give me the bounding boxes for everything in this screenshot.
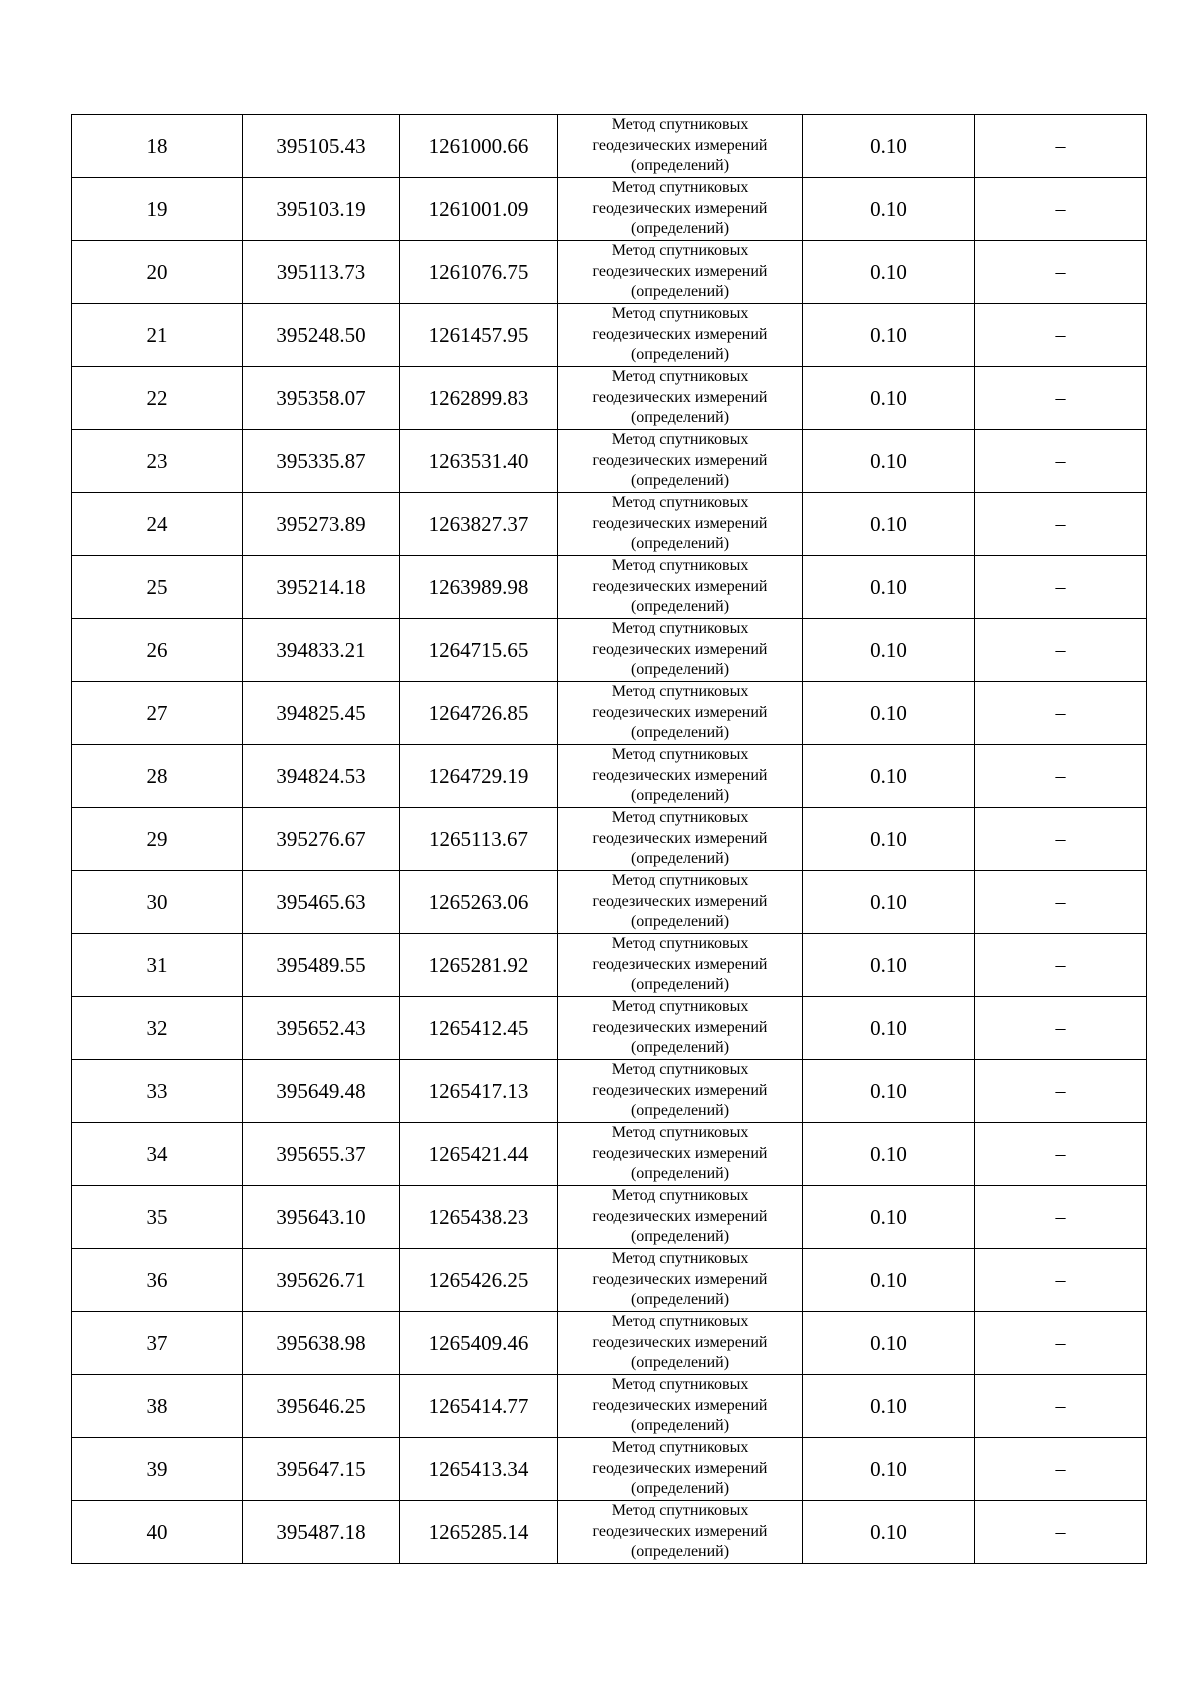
method-text-line: Метод спутниковых xyxy=(611,872,749,890)
method-text-line: Метод спутниковых xyxy=(611,1502,749,1520)
note-cell: – xyxy=(975,682,1147,745)
note-cell: – xyxy=(975,430,1147,493)
method-cell xyxy=(558,241,803,304)
method-text-line: Метод спутниковых xyxy=(611,683,749,701)
accuracy-cell: 0.10 xyxy=(803,1501,975,1564)
method-text-line: (определений) xyxy=(630,976,730,994)
accuracy-cell: 0.10 xyxy=(803,745,975,808)
method-text-line: геодезических измерений xyxy=(592,1522,768,1540)
method-text-line: Метод спутниковых xyxy=(611,305,749,323)
method-text-line: Метод спутниковых xyxy=(611,179,749,197)
method-text-line: (определений) xyxy=(630,724,730,742)
accuracy-cell: 0.10 xyxy=(803,241,975,304)
table-row xyxy=(72,367,1147,430)
method-text-line: (определений) xyxy=(630,1417,730,1435)
accuracy-cell: 0.10 xyxy=(803,1249,975,1312)
method-text-line: геодезических измерений xyxy=(592,829,768,847)
accuracy-cell: 0.10 xyxy=(803,934,975,997)
x-coordinate-cell: 395276.67 xyxy=(243,808,400,871)
point-number-cell: 19 xyxy=(72,178,243,241)
method-text-line: (определений) xyxy=(630,220,730,238)
method-text-line: геодезических измерений xyxy=(592,1396,768,1414)
point-number-cell: 23 xyxy=(72,430,243,493)
method-text-line: (определений) xyxy=(630,472,730,490)
method-text-line: (определений) xyxy=(630,1102,730,1120)
x-coordinate-cell: 394833.21 xyxy=(243,619,400,682)
method-text-line: Метод спутниковых xyxy=(611,809,749,827)
point-number-cell: 33 xyxy=(72,1060,243,1123)
note-cell: – xyxy=(975,1060,1147,1123)
point-number-cell: 18 xyxy=(72,115,243,178)
method-text-line: (определений) xyxy=(630,1228,730,1246)
note-cell: – xyxy=(975,367,1147,430)
y-coordinate-cell: 1264729.19 xyxy=(400,745,558,808)
method-cell xyxy=(558,367,803,430)
method-cell xyxy=(558,1060,803,1123)
x-coordinate-cell: 395652.43 xyxy=(243,997,400,1060)
y-coordinate-cell: 1265417.13 xyxy=(400,1060,558,1123)
y-coordinate-cell: 1264715.65 xyxy=(400,619,558,682)
accuracy-cell: 0.10 xyxy=(803,1312,975,1375)
method-cell xyxy=(558,1123,803,1186)
point-number-cell: 27 xyxy=(72,682,243,745)
method-text-line: геодезических измерений xyxy=(592,1333,768,1351)
point-number-cell: 31 xyxy=(72,934,243,997)
y-coordinate-cell: 1265285.14 xyxy=(400,1501,558,1564)
table-row xyxy=(72,556,1147,619)
method-cell xyxy=(558,1375,803,1438)
method-cell xyxy=(558,871,803,934)
accuracy-cell: 0.10 xyxy=(803,619,975,682)
x-coordinate-cell: 395113.73 xyxy=(243,241,400,304)
method-text-line: геодезических измерений xyxy=(592,1207,768,1225)
table-row xyxy=(72,619,1147,682)
note-cell: – xyxy=(975,241,1147,304)
y-coordinate-cell: 1265113.67 xyxy=(400,808,558,871)
method-text-line: (определений) xyxy=(630,409,730,427)
method-text-line: Метод спутниковых xyxy=(611,1313,749,1331)
method-text-line: (определений) xyxy=(630,1543,730,1561)
x-coordinate-cell: 395489.55 xyxy=(243,934,400,997)
x-coordinate-cell: 395649.48 xyxy=(243,1060,400,1123)
table-row xyxy=(72,1312,1147,1375)
method-text-line: Метод спутниковых xyxy=(611,935,749,953)
coordinates-table-body xyxy=(72,115,1147,1564)
x-coordinate-cell: 395655.37 xyxy=(243,1123,400,1186)
point-number-cell: 39 xyxy=(72,1438,243,1501)
y-coordinate-cell: 1265421.44 xyxy=(400,1123,558,1186)
y-coordinate-cell: 1265438.23 xyxy=(400,1186,558,1249)
method-cell xyxy=(558,808,803,871)
point-number-cell: 35 xyxy=(72,1186,243,1249)
accuracy-cell: 0.10 xyxy=(803,1123,975,1186)
accuracy-cell: 0.10 xyxy=(803,997,975,1060)
x-coordinate-cell: 395465.63 xyxy=(243,871,400,934)
note-cell: – xyxy=(975,1123,1147,1186)
table-row xyxy=(72,934,1147,997)
table-row xyxy=(72,1375,1147,1438)
method-text-line: Метод спутниковых xyxy=(611,1376,749,1394)
note-cell: – xyxy=(975,1438,1147,1501)
accuracy-cell: 0.10 xyxy=(803,178,975,241)
method-text-line: (определений) xyxy=(630,787,730,805)
coordinates-table xyxy=(71,114,1147,1564)
method-text-line: (определений) xyxy=(630,1165,730,1183)
y-coordinate-cell: 1265426.25 xyxy=(400,1249,558,1312)
note-cell: – xyxy=(975,1375,1147,1438)
method-cell xyxy=(558,1249,803,1312)
y-coordinate-cell: 1263531.40 xyxy=(400,430,558,493)
note-cell: – xyxy=(975,304,1147,367)
method-text-line: Метод спутниковых xyxy=(611,1439,749,1457)
method-cell xyxy=(558,493,803,556)
method-text-line: Метод спутниковых xyxy=(611,620,749,638)
method-text-line: Метод спутниковых xyxy=(611,1124,749,1142)
method-text-line: геодезических измерений xyxy=(592,955,768,973)
method-text-line: геодезических измерений xyxy=(592,640,768,658)
y-coordinate-cell: 1261001.09 xyxy=(400,178,558,241)
point-number-cell: 36 xyxy=(72,1249,243,1312)
x-coordinate-cell: 394824.53 xyxy=(243,745,400,808)
method-text-line: геодезических измерений xyxy=(592,199,768,217)
method-text-line: Метод спутниковых xyxy=(611,1187,749,1205)
table-row xyxy=(72,1123,1147,1186)
point-number-cell: 30 xyxy=(72,871,243,934)
table-row xyxy=(72,745,1147,808)
method-cell xyxy=(558,1186,803,1249)
accuracy-cell: 0.10 xyxy=(803,682,975,745)
y-coordinate-cell: 1261000.66 xyxy=(400,115,558,178)
point-number-cell: 29 xyxy=(72,808,243,871)
method-text-line: геодезических измерений xyxy=(592,1018,768,1036)
y-coordinate-cell: 1261457.95 xyxy=(400,304,558,367)
method-text-line: (определений) xyxy=(630,598,730,616)
point-number-cell: 37 xyxy=(72,1312,243,1375)
note-cell: – xyxy=(975,493,1147,556)
method-cell xyxy=(558,115,803,178)
method-text-line: геодезических измерений xyxy=(592,766,768,784)
method-text-line: Метод спутниковых xyxy=(611,557,749,575)
method-cell xyxy=(558,997,803,1060)
table-row xyxy=(72,682,1147,745)
table-row xyxy=(72,115,1147,178)
note-cell: – xyxy=(975,934,1147,997)
method-text-line: геодезических измерений xyxy=(592,703,768,721)
method-cell xyxy=(558,1501,803,1564)
method-text-line: геодезических измерений xyxy=(592,1459,768,1477)
method-text-line: (определений) xyxy=(630,157,730,175)
method-cell xyxy=(558,304,803,367)
point-number-cell: 25 xyxy=(72,556,243,619)
table-row xyxy=(72,178,1147,241)
accuracy-cell: 0.10 xyxy=(803,367,975,430)
table-row xyxy=(72,430,1147,493)
note-cell: – xyxy=(975,178,1147,241)
x-coordinate-cell: 395214.18 xyxy=(243,556,400,619)
method-cell xyxy=(558,745,803,808)
table-row xyxy=(72,1186,1147,1249)
note-cell: – xyxy=(975,619,1147,682)
method-text-line: геодезических измерений xyxy=(592,325,768,343)
method-text-line: геодезических измерений xyxy=(592,262,768,280)
method-cell xyxy=(558,178,803,241)
note-cell: – xyxy=(975,808,1147,871)
accuracy-cell: 0.10 xyxy=(803,1060,975,1123)
accuracy-cell: 0.10 xyxy=(803,808,975,871)
method-text-line: геодезических измерений xyxy=(592,136,768,154)
note-cell: – xyxy=(975,1249,1147,1312)
point-number-cell: 40 xyxy=(72,1501,243,1564)
method-text-line: (определений) xyxy=(630,1354,730,1372)
y-coordinate-cell: 1265409.46 xyxy=(400,1312,558,1375)
point-number-cell: 21 xyxy=(72,304,243,367)
note-cell: – xyxy=(975,1501,1147,1564)
y-coordinate-cell: 1263989.98 xyxy=(400,556,558,619)
method-cell xyxy=(558,619,803,682)
method-text-line: (определений) xyxy=(630,346,730,364)
method-cell xyxy=(558,556,803,619)
method-text-line: Метод спутниковых xyxy=(611,494,749,512)
point-number-cell: 22 xyxy=(72,367,243,430)
x-coordinate-cell: 395638.98 xyxy=(243,1312,400,1375)
method-text-line: геодезических измерений xyxy=(592,1081,768,1099)
point-number-cell: 34 xyxy=(72,1123,243,1186)
method-cell xyxy=(558,1438,803,1501)
table-row xyxy=(72,871,1147,934)
x-coordinate-cell: 395273.89 xyxy=(243,493,400,556)
note-cell: – xyxy=(975,997,1147,1060)
y-coordinate-cell: 1265413.34 xyxy=(400,1438,558,1501)
table-row xyxy=(72,1501,1147,1564)
x-coordinate-cell: 395105.43 xyxy=(243,115,400,178)
y-coordinate-cell: 1265263.06 xyxy=(400,871,558,934)
method-text-line: геодезических измерений xyxy=(592,451,768,469)
x-coordinate-cell: 395358.07 xyxy=(243,367,400,430)
table-row xyxy=(72,241,1147,304)
x-coordinate-cell: 395103.19 xyxy=(243,178,400,241)
accuracy-cell: 0.10 xyxy=(803,556,975,619)
method-text-line: геодезических измерений xyxy=(592,1144,768,1162)
note-cell: – xyxy=(975,115,1147,178)
x-coordinate-cell: 395646.25 xyxy=(243,1375,400,1438)
point-number-cell: 32 xyxy=(72,997,243,1060)
x-coordinate-cell: 395626.71 xyxy=(243,1249,400,1312)
method-cell xyxy=(558,430,803,493)
method-text-line: Метод спутниковых xyxy=(611,1061,749,1079)
table-row xyxy=(72,808,1147,871)
accuracy-cell: 0.10 xyxy=(803,493,975,556)
y-coordinate-cell: 1261076.75 xyxy=(400,241,558,304)
table-row xyxy=(72,1249,1147,1312)
accuracy-cell: 0.10 xyxy=(803,430,975,493)
method-text-line: геодезических измерений xyxy=(592,1270,768,1288)
method-text-line: (определений) xyxy=(630,1480,730,1498)
note-cell: – xyxy=(975,1312,1147,1375)
point-number-cell: 24 xyxy=(72,493,243,556)
x-coordinate-cell: 394825.45 xyxy=(243,682,400,745)
accuracy-cell: 0.10 xyxy=(803,871,975,934)
table-row xyxy=(72,1060,1147,1123)
method-text-line: Метод спутниковых xyxy=(611,368,749,386)
method-text-line: (определений) xyxy=(630,661,730,679)
point-number-cell: 28 xyxy=(72,745,243,808)
point-number-cell: 26 xyxy=(72,619,243,682)
method-text-line: (определений) xyxy=(630,1039,730,1057)
x-coordinate-cell: 395643.10 xyxy=(243,1186,400,1249)
y-coordinate-cell: 1262899.83 xyxy=(400,367,558,430)
table-row xyxy=(72,493,1147,556)
y-coordinate-cell: 1263827.37 xyxy=(400,493,558,556)
accuracy-cell: 0.10 xyxy=(803,1186,975,1249)
x-coordinate-cell: 395647.15 xyxy=(243,1438,400,1501)
note-cell: – xyxy=(975,745,1147,808)
method-text-line: (определений) xyxy=(630,913,730,931)
point-number-cell: 38 xyxy=(72,1375,243,1438)
point-number-cell: 20 xyxy=(72,241,243,304)
method-text-line: геодезических измерений xyxy=(592,892,768,910)
table-row xyxy=(72,997,1147,1060)
table-row xyxy=(72,304,1147,367)
method-text-line: геодезических измерений xyxy=(592,577,768,595)
y-coordinate-cell: 1264726.85 xyxy=(400,682,558,745)
y-coordinate-cell: 1265412.45 xyxy=(400,997,558,1060)
y-coordinate-cell: 1265281.92 xyxy=(400,934,558,997)
note-cell: – xyxy=(975,1186,1147,1249)
accuracy-cell: 0.10 xyxy=(803,1375,975,1438)
y-coordinate-cell: 1265414.77 xyxy=(400,1375,558,1438)
note-cell: – xyxy=(975,871,1147,934)
method-cell xyxy=(558,682,803,745)
table-row xyxy=(72,1438,1147,1501)
method-text-line: Метод спутниковых xyxy=(611,431,749,449)
method-text-line: Метод спутниковых xyxy=(611,746,749,764)
accuracy-cell: 0.10 xyxy=(803,1438,975,1501)
method-text-line: (определений) xyxy=(630,535,730,553)
method-cell xyxy=(558,934,803,997)
method-text-line: (определений) xyxy=(630,283,730,301)
method-text-line: геодезических измерений xyxy=(592,514,768,532)
method-cell xyxy=(558,1312,803,1375)
accuracy-cell: 0.10 xyxy=(803,304,975,367)
method-text-line: Метод спутниковых xyxy=(611,1250,749,1268)
note-cell: – xyxy=(975,556,1147,619)
accuracy-cell: 0.10 xyxy=(803,115,975,178)
method-text-line: Метод спутниковых xyxy=(611,116,749,134)
method-text-line: геодезических измерений xyxy=(592,388,768,406)
method-text-line: Метод спутниковых xyxy=(611,998,749,1016)
x-coordinate-cell: 395335.87 xyxy=(243,430,400,493)
method-text-line: Метод спутниковых xyxy=(611,242,749,260)
method-text-line: (определений) xyxy=(630,1291,730,1309)
x-coordinate-cell: 395248.50 xyxy=(243,304,400,367)
x-coordinate-cell: 395487.18 xyxy=(243,1501,400,1564)
method-text-line: (определений) xyxy=(630,850,730,868)
